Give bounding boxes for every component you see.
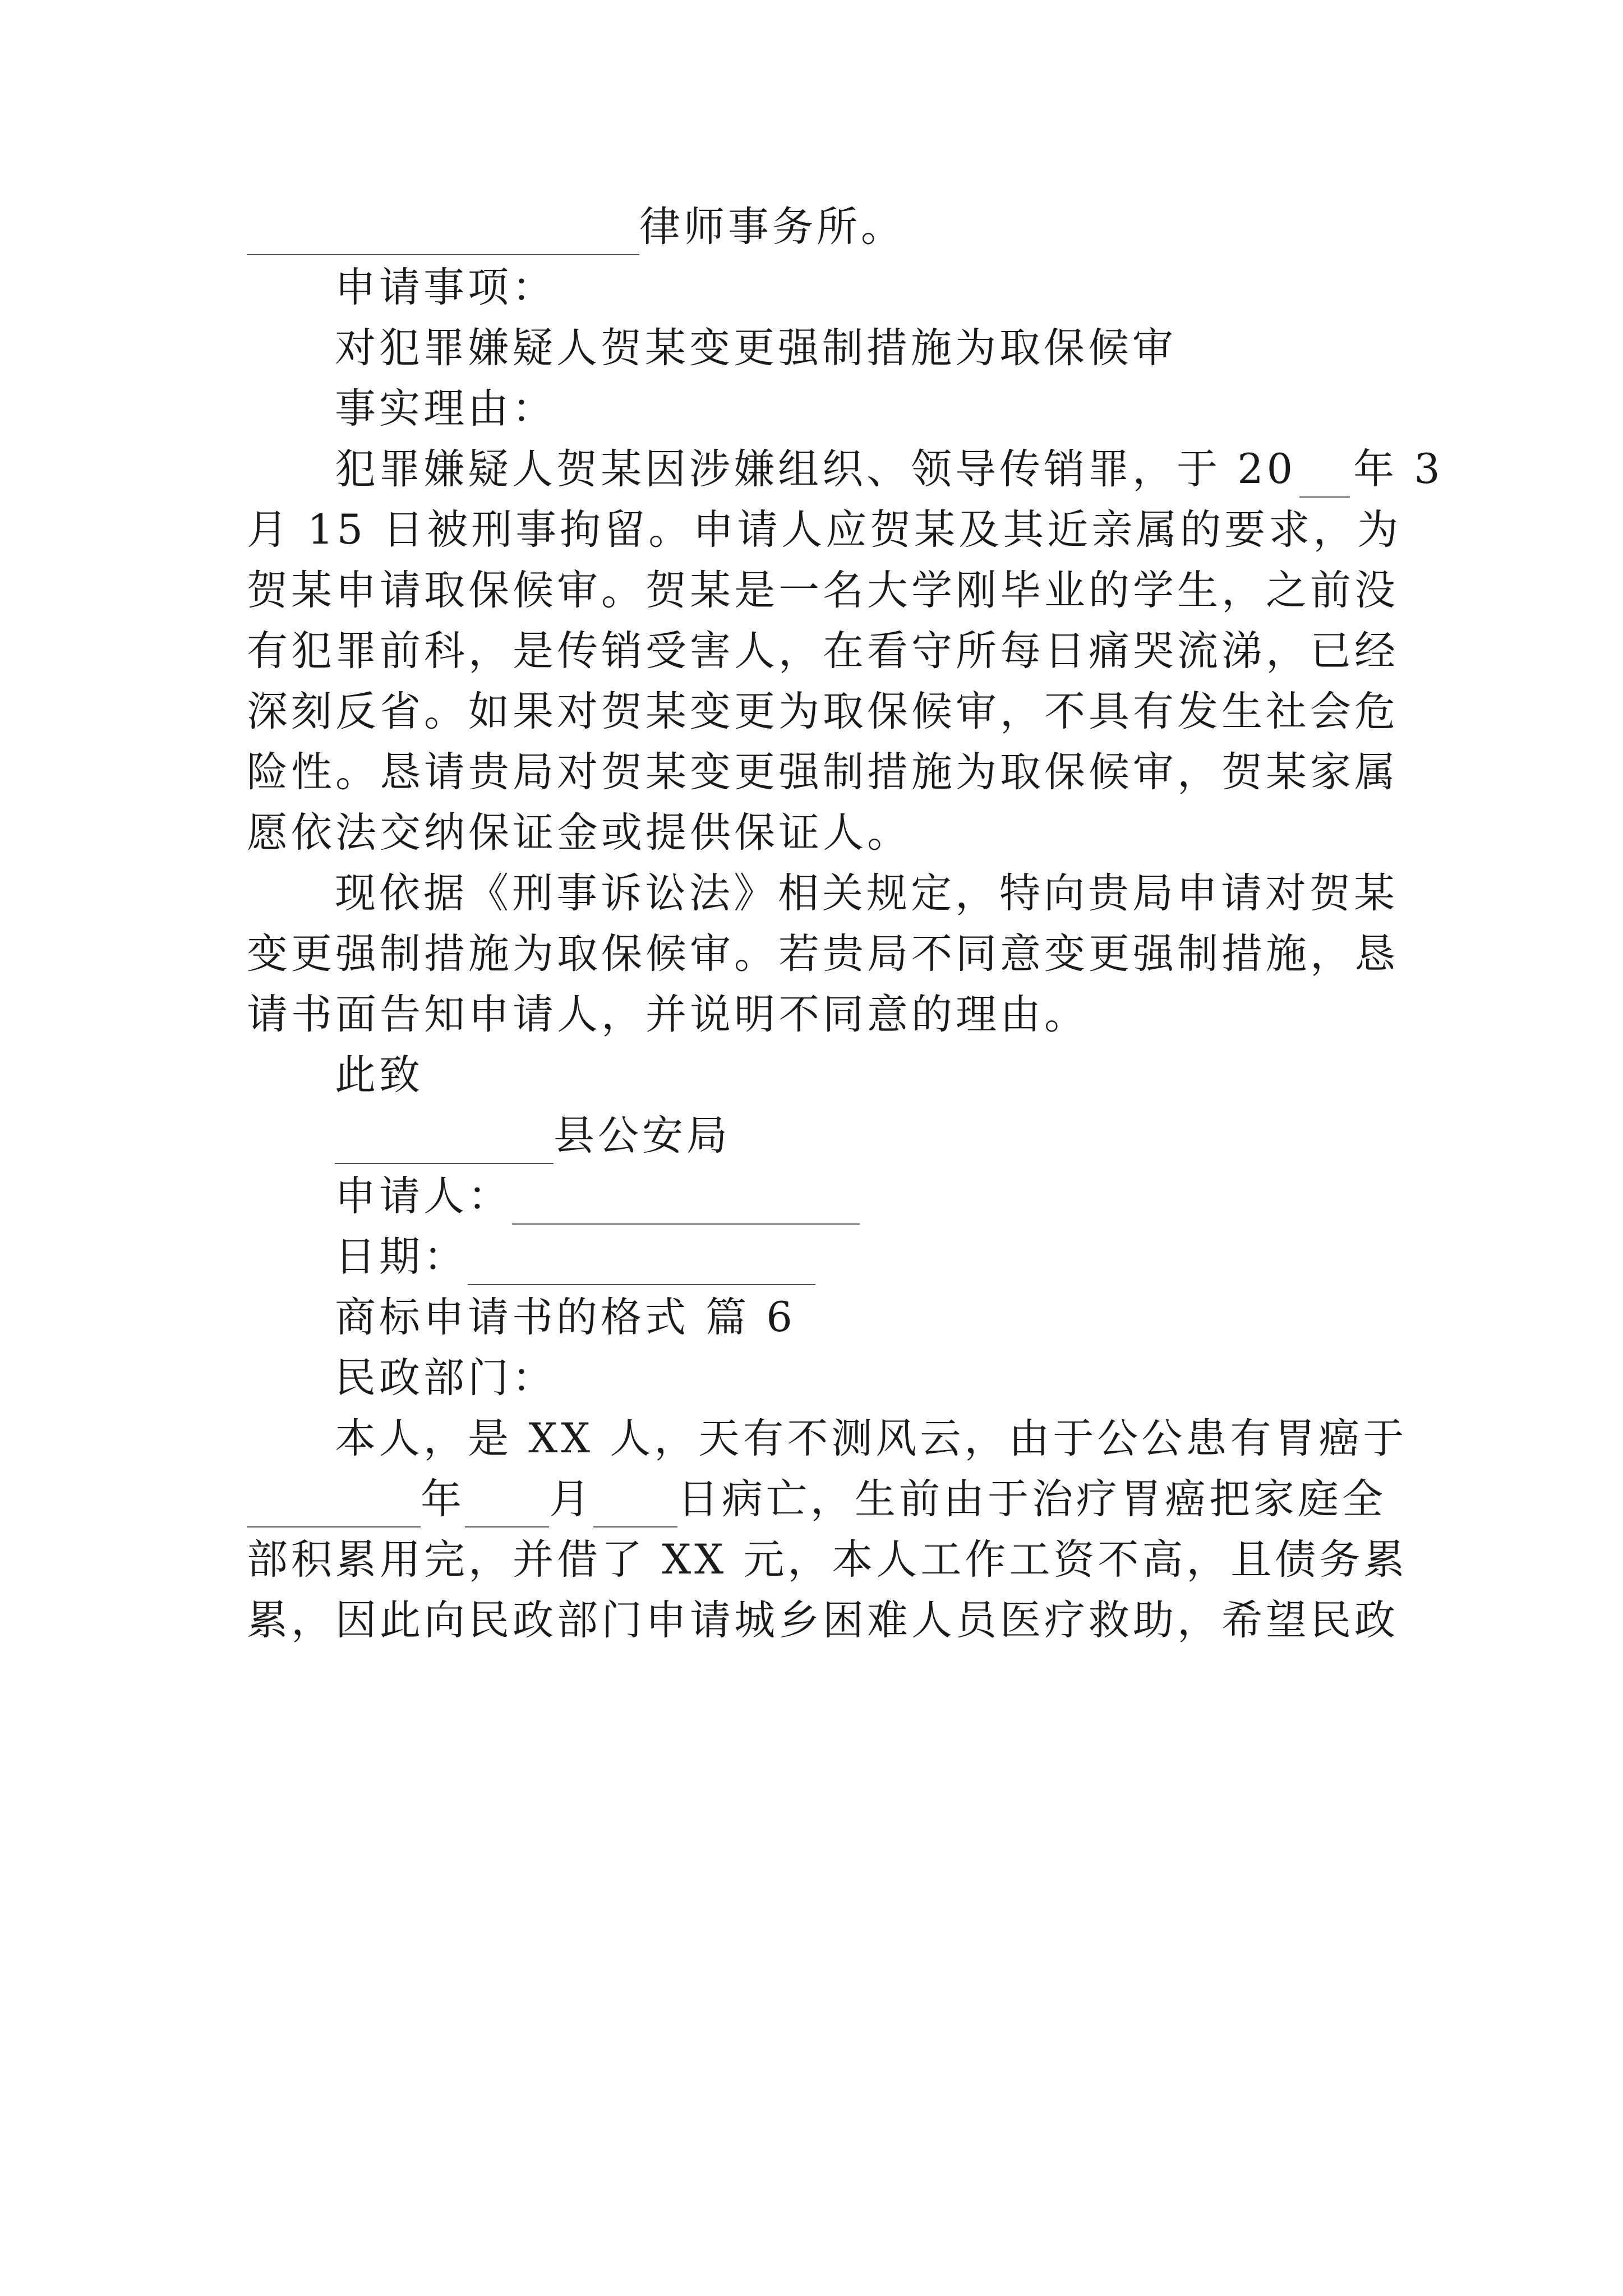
- facts-line-1: [335, 441, 1444, 498]
- death-year-blank: [247, 1484, 421, 1527]
- law-firm-suffix: 律师事务所。: [639, 203, 905, 251]
- basis-line-3: 请书面告知申请人，并说明不同意的理由。: [247, 991, 1089, 1038]
- section-title: 商标申请书的格式 篇 6: [335, 1294, 796, 1341]
- civil-line-2: [247, 1471, 1391, 1527]
- recipient-line: [335, 1108, 1479, 1164]
- facts-line-3: 贺某申请取保候审。贺某是一名大学刚毕业的学生，之前没: [247, 567, 1399, 614]
- death-month-blank: [465, 1484, 549, 1527]
- applicant-label: 申请人：: [335, 1172, 512, 1220]
- date-line: [335, 1229, 1479, 1285]
- facts-heading: 事实理由：: [335, 385, 556, 432]
- year-blank: [1299, 454, 1350, 498]
- facts-line-7: 愿依法交纳保证金或提供保证人。: [247, 809, 911, 857]
- basis-line-2: 变更强制措施为取保候审。若贵局不同意变更强制措施，恳: [247, 930, 1399, 978]
- application-item: 对犯罪嫌疑人贺某变更强制措施为取保候审: [335, 324, 1177, 372]
- civil-line-2-tail: 日病亡，生前由于治疗胃癌把家庭全: [677, 1475, 1386, 1523]
- year-label: 年: [421, 1475, 465, 1523]
- death-day-blank: [593, 1484, 677, 1527]
- applicant-blank: [512, 1181, 860, 1225]
- facts-line-5: 深刻反省。如果对贺某变更为取保候审，不具有发生社会危: [247, 688, 1399, 735]
- law-firm-line: [247, 199, 1391, 255]
- facts-line-1-text: 犯罪嫌疑人贺某因涉嫌组织、领导传销罪，于 20: [335, 445, 1297, 493]
- basis-line-1: 现依据《刑事诉讼法》相关规定，特向贵局申请对贺某: [335, 869, 1398, 917]
- addressee: 民政部门：: [335, 1354, 556, 1402]
- salutation: 此致: [335, 1051, 423, 1099]
- month-label: 月: [549, 1475, 593, 1523]
- county-name-blank: [335, 1120, 554, 1164]
- facts-line-4: 有犯罪前科，是传销受害人，在看守所每日痛哭流涕，已经: [247, 627, 1399, 675]
- applicant-line: [335, 1168, 1479, 1225]
- civil-line-3: 部积累用完，并借了 XX 元，本人工作工资不高，且债务累: [247, 1536, 1408, 1584]
- firm-name-blank: [247, 211, 639, 255]
- civil-line-4: 累，因此向民政部门申请城乡困难人员医疗救助，希望民政: [247, 1596, 1399, 1644]
- application-items-heading: 申请事项：: [335, 264, 556, 311]
- civil-line-1: 本人，是 XX 人，天有不测风云，由于公公患有胃癌于: [335, 1415, 1408, 1462]
- facts-line-1-tail: 年 3: [1353, 445, 1444, 493]
- date-blank: [468, 1241, 815, 1285]
- facts-line-6: 险性。恳请贵局对贺某变更强制措施为取保候审，贺某家属: [247, 748, 1399, 796]
- recipient-suffix: 县公安局: [554, 1112, 731, 1159]
- facts-line-2: 月 15 日被刑事拘留。申请人应贺某及其近亲属的要求，为: [247, 506, 1402, 554]
- date-label: 日期：: [335, 1233, 468, 1281]
